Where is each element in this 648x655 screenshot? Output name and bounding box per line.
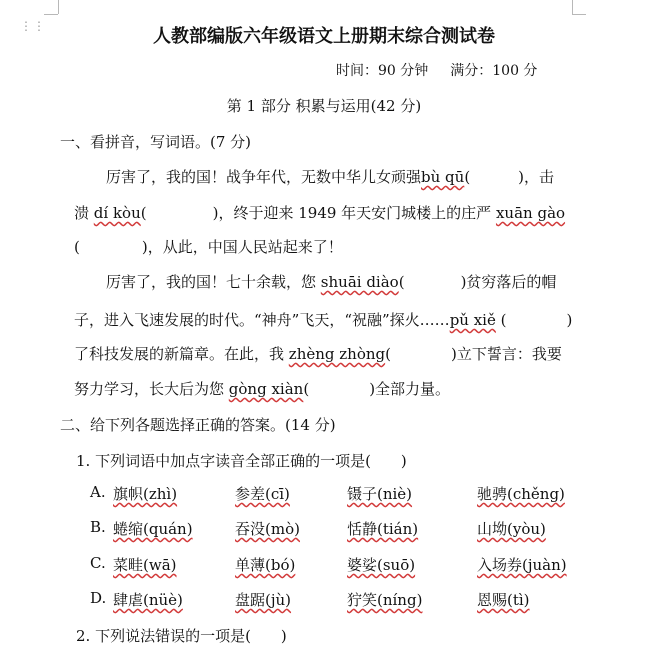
pinyin: gòng xiàn [228, 380, 304, 398]
option-word: 驰骋(chěng) [477, 485, 565, 503]
page-title: 人教部编版六年级语文上册期末综合测试卷 [153, 26, 495, 47]
question: 2. 下列说法错误的一项是( ) [76, 627, 287, 645]
option-word: 参差(cī) [235, 485, 290, 503]
pinyin: zhèng zhòng [288, 345, 386, 363]
crop-mark [58, 0, 59, 14]
option-word: 镊子(niè) [347, 485, 413, 503]
option-word: 狞笑(níng) [347, 591, 423, 609]
pinyin: xuān gào [495, 204, 566, 222]
option-word: 山坳(yòu) [477, 520, 546, 538]
option-word: 吞没(mò) [235, 520, 300, 538]
option-word: 肆虐(nüè) [113, 591, 183, 609]
time-label: 时间：90 分钟 [336, 63, 429, 79]
option-letter: B. [90, 518, 106, 536]
paragraph-line: 厉害了，我的国！七十余载，您 shuāi diào( )贫穷落后的帽 [106, 273, 557, 291]
crop-mark [44, 14, 58, 15]
option-word: 入场券(juàn) [477, 556, 567, 574]
part-heading: 第 1 部分 积累与运用(42 分) [226, 97, 422, 115]
paragraph-line: ( )，从此，中国人民站起来了！ [74, 238, 343, 256]
paragraph-line: 溃 dí kòu( )，终于迎来 1949 年天安门城楼上的庄严 xuān gào [74, 204, 566, 222]
pinyin: shuāi diào [320, 273, 399, 291]
paragraph-line: 子，进入飞速发展的时代。“神舟”飞天，“祝融”探火……pǔ xiě ( ) [74, 311, 573, 329]
pinyin: dí kòu [93, 204, 141, 222]
option-letter: D. [90, 589, 107, 607]
crop-mark [572, 0, 573, 14]
option-letter: A. [90, 483, 106, 501]
score-label: 满分：100 分 [450, 63, 538, 79]
option-word: 恩赐(tì) [477, 591, 530, 609]
paragraph-line: 厉害了，我的国！战争年代，无数中华儿女顽强bù qū( )，击 [106, 168, 555, 186]
crop-mark [572, 14, 586, 15]
option-word: 盘踞(jù) [235, 591, 292, 609]
time-info [336, 60, 537, 80]
drag-handle-icon[interactable]: ⋮⋮ [20, 19, 46, 33]
option-word: 恬静(tián) [347, 520, 419, 538]
pinyin: pǔ xiě [449, 311, 496, 329]
option-word: 单薄(bó) [235, 556, 296, 574]
paragraph-line: 了科技发展的新篇章。在此，我 zhèng zhòng( )立下誓言：我要 [74, 345, 562, 363]
option-word: 婆娑(suō) [347, 556, 416, 574]
option-word: 旗帜(zhì) [113, 485, 178, 503]
section-heading: 二、给下列各题选择正确的答案。(14 分) [60, 416, 336, 434]
pinyin: bù qū [421, 168, 465, 186]
option-letter: C. [90, 554, 106, 572]
option-word: 菜畦(wā) [113, 556, 177, 574]
paragraph-line: 努力学习，长大后为您 gòng xiàn( )全部力量。 [74, 380, 451, 398]
section-heading: 一、看拼音，写词语。(7 分) [60, 133, 252, 151]
question: 1. 下列词语中加点字读音全部正确的一项是( ) [76, 452, 407, 470]
option-word: 蜷缩(quán) [113, 520, 193, 538]
